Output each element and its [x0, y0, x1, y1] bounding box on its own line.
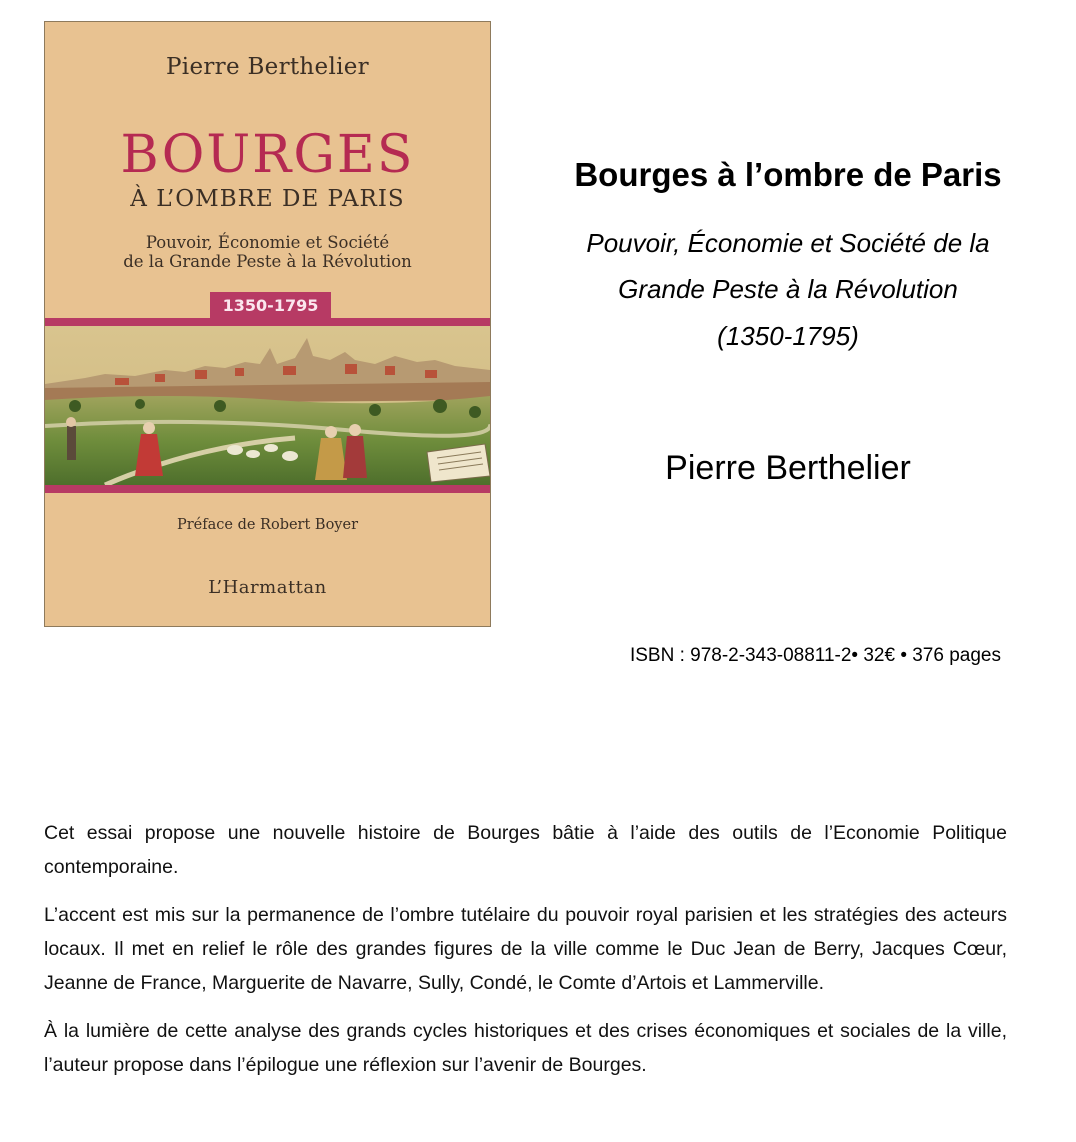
book-title: Bourges à l’ombre de Paris	[574, 156, 1002, 193]
cover-title: BOURGES	[120, 125, 415, 185]
cover-subtitle: À L’OMBRE DE PARIS	[130, 186, 405, 212]
cover-publisher-logo: L’Harmattan	[208, 577, 327, 598]
book-author: Pierre Berthelier	[665, 449, 911, 487]
cover-landscape-illustration	[45, 326, 490, 485]
description-paragraph-2: L’accent est mis sur la permanence de l’ombre tutélaire du pouvoir royal parisien et les stratégies des acteurs locaux. Il met en relief le rôle des grandes figures de la ville comme le Duc Jean de Berry, Jacques Cœur, Jeanne de France, Marguerite de Navarre, Sully, Condé, le Comte d’Artois et Lammerville.	[44, 904, 1007, 994]
book-subtitle	[530, 220, 1046, 312]
description-paragraph-1: Cet essai propose une nouvelle histoire de Bourges bâtie à l’aide des outils de l’Economie Politique contemporaine.	[44, 822, 1007, 878]
cover-description-line-2: de la Grande Peste à la Révolution	[123, 252, 412, 271]
book-cover	[44, 21, 491, 627]
cover-description-line-1: Pouvoir, Économie et Société	[145, 233, 390, 252]
cover-author: Pierre Berthelier	[166, 54, 369, 80]
cover-preface: Préface de Robert Boyer	[176, 517, 359, 533]
description-paragraph-3: À la lumière de cette analyse des grands cycles historiques et des crises économiques et sociales de la ville, l’auteur propose dans l’épilogue une réflexion sur l’avenir de Bourges.	[44, 1020, 1007, 1076]
cover-dates-badge: 1350-1795	[210, 292, 331, 319]
isbn-info: ISBN : 978-2-343-08811-2• 32€ • 376 pages	[629, 645, 1001, 666]
book-subtitle-line-2: Grande Peste à la Révolution	[618, 274, 958, 304]
book-subtitle-line-1: Pouvoir, Économie et Société de la	[586, 228, 990, 258]
book-period: (1350-1795)	[717, 321, 859, 351]
book-description	[44, 816, 1007, 1096]
cover-description	[45, 233, 490, 271]
